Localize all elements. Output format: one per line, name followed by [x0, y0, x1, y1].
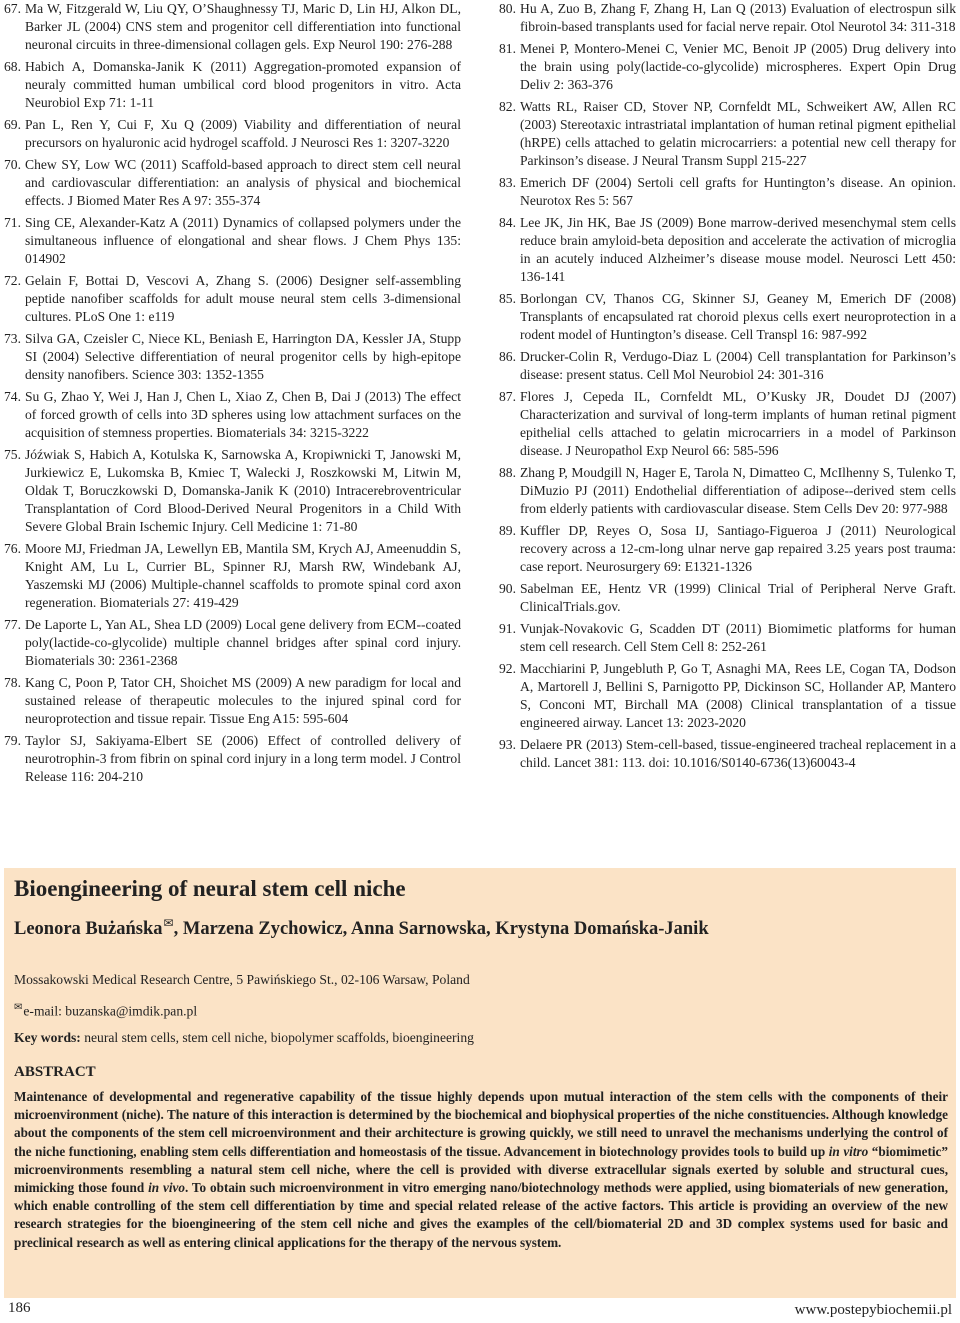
email-address[interactable]: e-mail: buzanska@imdik.pan.pl	[23, 1003, 198, 1019]
reference-text: Zhang P, Moudgill N, Hager E, Tarola N, Dimatteo C, McIlhenny S, Tulenko T, DiMuzio PJ (2011) Endothelial differentiation of adipose--derived stem cells from elderly patients with cardiovascular disease. Stem Cells Dev 20: 977-988	[520, 465, 956, 516]
reference-number: 71.	[4, 215, 21, 230]
reference-number: 88.	[499, 465, 516, 480]
affiliation: Mossakowski Medical Research Centre, 5 Pawińskiego St., 02-106 Warsaw, Poland	[14, 972, 470, 987]
reference-number: 91.	[499, 621, 516, 636]
reference-item	[4, 674, 461, 728]
reference-list-right	[499, 0, 956, 772]
reference-number: 68.	[4, 59, 21, 74]
reference-text: Drucker-Colin R, Verdugo-Diaz L (2004) Cell transplantation for Parkinson’s disease: present status. Cell Mol Neurobiol 24: 301-316	[520, 349, 956, 382]
reference-text: Pan L, Ren Y, Cui F, Xu Q (2009) Viability and differentiation of neural precursors on hyaluronic acid hydrogel scaffold. J Neurosci Res 1: 3207-3220	[25, 117, 461, 150]
reference-item	[4, 58, 461, 112]
abstract-part: “biomimetic” microenvironments resembling a natural stem cell niche, where the cell is provided with diverse extracellular signals exerted by soluble and structural cues, mimicking those found	[14, 1143, 948, 1196]
article-title: Bioengineering of neural stem cell niche	[14, 876, 406, 901]
reference-number: 85.	[499, 291, 516, 306]
abstract-italic: in vivo	[148, 1180, 185, 1196]
envelope-icon: ✉	[14, 1002, 23, 1013]
reference-item	[499, 0, 956, 36]
references-section	[4, 0, 956, 852]
article-header-box	[4, 868, 956, 1298]
reference-text: Habich A, Domanska-Janik K (2011) Aggregation-promoted expansion of neuraly committed human umbilical cord blood progenitors in vitro. Acta Neurobiol Exp 71: 1-11	[25, 59, 461, 110]
reference-text: Moore MJ, Friedman JA, Lewellyn EB, Mantila SM, Krych AJ, Ameenuddin S, Knight AM, Lu L, Currier BL, Spinner RJ, Marsh RW, Windebank AJ, Yaszemski MJ (2006) Multiple-channel scaffolds to promote spinal cord axon regeneration. Biomaterials 27: 419-429	[25, 541, 461, 610]
reference-item	[499, 580, 956, 616]
reference-text: Chew SY, Low WC (2011) Scaffold-based approach to direct stem cell neural and cardiovascular differentiation: an analysis of physical and biochemical effects. J Biomed Mater Res A 97: 355-374	[25, 157, 461, 208]
reference-text: Watts RL, Raiser CD, Stover NP, Cornfeldt ML, Schweikert AW, Allen RC (2003) Stereotaxic intrastriatal implantation of human retinal pigment epithelial (hRPE) cells attached to gelatin microcarriers: a potential new cell therapy for Parkinson’s disease. J Neural Transm Suppl 215-227	[520, 99, 956, 168]
envelope-icon: ✉	[163, 916, 174, 930]
corresponding-author: Leonora Bużańska	[14, 919, 163, 940]
reference-item	[499, 620, 956, 656]
reference-number: 73.	[4, 331, 21, 346]
abstract-part: . To obtain such microenvironment in vitro emerging nano/biotechnology methods were applied, using biomaterials of new generation, which enable controlling of the stem cell differentiation by time and special related release of the active factors. This article is providing an overview of the new research strategies for the bioengineering of the stem cell niche and gives the examples of the cell/biomaterial 2D and 3D complex systems used for basic and preclinical research as well as entering clinical applications for the therapy of the nervous system.	[14, 1180, 948, 1250]
reference-text: Kuffler DP, Reyes O, Sosa IJ, Santiago-Figueroa J (2011) Neurological recovery across a 12-cm-long ulnar nerve gap repaired 3.25 years post trauma: case report. Neurosurgery 69: E1321-1326	[520, 523, 956, 574]
article-authors	[14, 916, 709, 940]
reference-number: 72.	[4, 273, 21, 288]
reference-number: 82.	[499, 99, 516, 114]
reference-number: 87.	[499, 389, 516, 404]
references-right-column	[499, 0, 956, 852]
reference-item	[4, 116, 461, 152]
reference-number: 86.	[499, 349, 516, 364]
reference-item	[4, 540, 461, 612]
reference-number: 77.	[4, 617, 21, 632]
reference-item	[499, 660, 956, 732]
reference-number: 75.	[4, 447, 21, 462]
reference-number: 90.	[499, 581, 516, 596]
reference-number: 93.	[499, 737, 516, 752]
reference-number: 81.	[499, 41, 516, 56]
keywords-text: neural stem cells, stem cell niche, biopolymer scaffolds, bioengineering	[80, 1030, 474, 1045]
reference-item	[4, 156, 461, 210]
reference-item	[4, 732, 461, 786]
reference-text: Taylor SJ, Sakiyama-Elbert SE (2006) Effect of controlled delivery of neurotrophin-3 from fibrin on spinal cord injury in a long term model. J Control Release 116: 204-210	[25, 733, 461, 784]
reference-item	[4, 330, 461, 384]
reference-item	[499, 214, 956, 286]
reference-number: 79.	[4, 733, 21, 748]
reference-number: 83.	[499, 175, 516, 190]
abstract-text	[14, 1088, 948, 1252]
reference-item	[499, 522, 956, 576]
reference-text: Silva GA, Czeisler C, Niece KL, Beniash E, Harrington DA, Kessler JA, Stupp SI (2004) Selective differentiation of neural progenitor cells by high-epitope density nanofibers. Science 303: 1352-1355	[25, 331, 461, 382]
reference-item	[499, 40, 956, 94]
abstract-heading: ABSTRACT	[14, 1064, 96, 1080]
reference-text: Su G, Zhao Y, Wei J, Han J, Chen L, Xiao Z, Chen B, Dai J (2013) The effect of forced growth of cells into 3D spheres using low attachment surfaces on the acquisition of stemness properties. Biomaterials 34: 3215-3222	[25, 389, 461, 440]
reference-list-left	[4, 0, 461, 786]
reference-number: 70.	[4, 157, 21, 172]
reference-text: Gelain F, Bottai D, Vescovi A, Zhang S. (2006) Designer self-assembling peptide nanofiber scaffolds for adult mouse neural stem cells 3-dimensional cultures. PLoS One 1: e119	[25, 273, 461, 324]
reference-item	[4, 616, 461, 670]
reference-text: Sing CE, Alexander-Katz A (2011) Dynamics of collapsed polymers under the simultaneous influence of elongational and shear flows. J Chem Phys 135: 014902	[25, 215, 461, 266]
reference-item	[4, 0, 461, 54]
co-authors: , Marzena Zychowicz, Anna Sarnowska, Krystyna Domańska-Janik	[173, 919, 709, 940]
reference-text: Ma W, Fitzgerald W, Liu QY, O’Shaughnessy TJ, Maric D, Lin HJ, Alkon DL, Barker JL (2004) CNS stem and progenitor cell differentiation into functional neuronal circuits in three-dimensional collagen gels. Exp Neurol 190: 276-288	[25, 1, 461, 52]
page-number: 186	[8, 1300, 31, 1316]
reference-item	[4, 388, 461, 442]
reference-number: 78.	[4, 675, 21, 690]
reference-text: Kang C, Poon P, Tator CH, Shoichet MS (2009) A new paradigm for local and sustained release of therapeutic molecules to the injured spinal cord for neuroprotection and tissue repair. Tissue Eng A15: 595-604	[25, 675, 461, 726]
reference-text: Macchiarini P, Jungebluth P, Go T, Asnaghi MA, Rees LE, Cogan TA, Dodson A, Martorell J, Bellini S, Parnigotto PP, Dickinson SC, Hollander AP, Mantero S, Conconi MT, Birchall MA (2008) Clinical transplantation of a tissue engineered airway. Lancet 13: 2023-2020	[520, 661, 956, 730]
reference-text: Emerich DF (2004) Sertoli cell grafts for Huntington’s disease. An opinion. Neurotox Res 5: 567	[520, 175, 956, 208]
reference-item	[4, 272, 461, 326]
keywords-line	[14, 1030, 474, 1046]
reference-item	[499, 736, 956, 772]
reference-number: 74.	[4, 389, 21, 404]
reference-text: Delaere PR (2013) Stem-cell-based, tissue-engineered tracheal replacement in a child. Lancet 381: 113. doi: 10.1016/S0140-6736(13)60043-4	[520, 737, 956, 770]
reference-item	[499, 348, 956, 384]
reference-text: De Laporte L, Yan AL, Shea LD (2009) Local gene delivery from ECM--coated poly(lactide-co-glycolide) multiple channel bridges after spinal cord injury. Biomaterials 30: 2361-2368	[25, 617, 461, 668]
reference-text: Vunjak-Novakovic G, Scadden DT (2011) Biomimetic platforms for human stem cell research. Cell Stem Cell 8: 252-261	[520, 621, 956, 654]
references-left-column	[4, 0, 461, 852]
reference-item	[4, 214, 461, 268]
reference-text: Flores J, Cepeda IL, Cornfeldt ML, O’Kusky JR, Doudet DJ (2007) Characterization and survival of long-term implants of human retinal pigment epithelial cells attached to gelatin microcarriers in a model of Parkinson disease. J Neuropathol Exp Neurol 66: 585-596	[520, 389, 956, 458]
email-line	[14, 1002, 197, 1020]
abstract-part: Maintenance of developmental and regenerative capability of the tissue highly depends upon mutual interaction of the stem cells with the components of their microenvironment (niche). The nature of this interaction is determined by the biochemical and biophysical properties of the niche constituencies. Although knowledge about the components of the stem cell microenvironment and their architecture is growing quickly, we still need to unravel the mechanisms underlying the control of the niche functioning, enabling stem cells differentiation and homeostasis of the tissue. Advancement in biotechnology provides tools to build up	[14, 1089, 948, 1159]
reference-item	[499, 290, 956, 344]
keywords-label: Key words:	[14, 1030, 81, 1045]
reference-item	[4, 446, 461, 536]
reference-text: Hu A, Zuo B, Zhang F, Zhang H, Lan Q (2013) Evaluation of electrospun silk fibroin-based transplants used for facial nerve repair. Otol Neurotol 34: 311-318	[520, 1, 956, 34]
reference-number: 89.	[499, 523, 516, 538]
abstract-italic: in vitro	[828, 1143, 869, 1159]
reference-text: Lee JK, Jin HK, Bae JS (2009) Bone marrow-derived mesenchymal stem cells reduce brain amyloid-beta deposition and accelerate the activation of microglia in an acutely induced Alzheimer’s disease mouse model. Neurosci Lett 450: 136-141	[520, 215, 956, 284]
reference-number: 67.	[4, 1, 21, 16]
reference-number: 80.	[499, 1, 516, 16]
reference-number: 84.	[499, 215, 516, 230]
reference-text: Jóźwiak S, Habich A, Kotulska K, Sarnowska A, Kropiwnicki T, Janowski M, Jurkiewicz E, Lukomska B, Kmiec T, Walecki J, Roszkowski M, Litwin M, Oldak T, Boruczkowski D, Domanska-Janik K (2010) Intracerebroventricular Transplantation of Cord Blood-Derived Neural Progenitors in a Child With Severe Global Brain Ischemic Injury. Cell Medicine 1: 71-80	[25, 447, 461, 534]
reference-item	[499, 388, 956, 460]
reference-text: Sabelman EE, Hentz VR (1999) Clinical Trial of Peripheral Nerve Graft. ClinicalTrials.gov.	[520, 581, 956, 614]
reference-number: 92.	[499, 661, 516, 676]
reference-number: 76.	[4, 541, 21, 556]
reference-item	[499, 174, 956, 210]
reference-item	[499, 464, 956, 518]
reference-text: Borlongan CV, Thanos CG, Skinner SJ, Geaney M, Emerich DF (2008) Transplants of encapsulated rat choroid plexus cells exert neuroprotection in a rodent model of Huntington’s disease. Cell Transpl 16: 987-992	[520, 291, 956, 342]
reference-text: Menei P, Montero-Menei C, Venier MC, Benoit JP (2005) Drug delivery into the brain using poly(lactide-co-glycolide) microspheres. Expert Opin Drug Deliv 2: 363-376	[520, 41, 956, 92]
website-link[interactable]: www.postepybiochemii.pl	[794, 1302, 952, 1318]
reference-item	[499, 98, 956, 170]
reference-number: 69.	[4, 117, 21, 132]
